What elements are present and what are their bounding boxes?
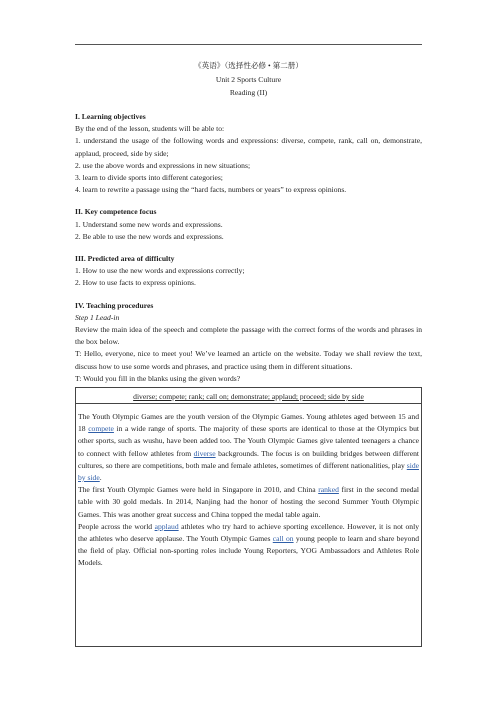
unit-title: Unit 2 Sports Culture	[215, 75, 282, 84]
answer-blank: diverse	[193, 448, 216, 458]
objective-item: 2. use the above words and expressions in new situations;	[75, 160, 251, 170]
exercise-passage	[78, 411, 419, 570]
header-rule	[75, 44, 422, 45]
lesson-title: Reading (II)	[229, 88, 268, 97]
answer-blank: call on	[272, 534, 294, 544]
objective-item: 4. learn to rewrite a passage using the “hard facts, numbers or years” to express opinions.	[75, 185, 347, 195]
objective-item: 3. learn to divide sports into different categories;	[75, 173, 223, 183]
answer-blank: compete	[88, 424, 114, 434]
competence-heading: II. Key competence focus	[75, 207, 157, 217]
book-title: 《英语》（选择性必修 • 第二册）	[194, 61, 303, 70]
answer-blank: side by side	[78, 460, 419, 483]
objectives-intro: By the end of the lesson, students will be able to:	[75, 124, 225, 134]
difficulty-heading: III. Predicted area of difficulty	[75, 254, 175, 264]
teacher-line: T: Hello, everyone, nice to meet you! We’ve learned an article on the website. Today we shall review the text, discuss how to use some words and phrases, and practice using them in different situations.	[75, 349, 422, 371]
word-bank: diverse; compete; rank; call on; demonstrate; applaud; proceed; side by side	[133, 392, 364, 401]
competence-item: 2. Be able to use the new words and expressions.	[75, 231, 224, 241]
procedures-heading: IV. Teaching procedures	[75, 300, 154, 310]
lesson-body	[75, 111, 422, 385]
objective-item: 1. understand the usage of the following words and expressions: diverse, compete, rank, call on, demonstrate, applaud, proceed, side by side;	[75, 136, 422, 158]
word-bank-divider	[76, 403, 421, 404]
objectives-heading: I. Learning objectives	[75, 112, 146, 121]
passage-paragraph: The Youth Olympic Games are the youth version of the Olympic Games. Young athletes aged between 15 and 18 compete in a wide range of sports. The majority of these sports are identical to those at the Olympics but other sports, such as wushu, have been added too. The Youth Olympic Games give talented teenagers a chance to connect with fellow athletes from diverse backgrounds. The focus is on building bridges between different cultures, so there are competitions, both male and female athletes, sometimes of different nationalities, play side by side.	[78, 412, 419, 483]
competence-item: 1. Understand some new words and expressions.	[75, 219, 223, 229]
step-instruction: Review the main idea of the speech and complete the passage with the correct forms of the words and phrases in the box below.	[75, 325, 422, 347]
passage-paragraph: The first Youth Olympic Games were held in Singapore in 2010, and China ranked first in the second medal table with 30 gold medals. In 2014, Nanjing had the honor of hosting the second Summer Youth Olympic Games. This was another great success and China topped the medal table again.	[78, 485, 419, 519]
exercise-box	[75, 387, 422, 647]
step-title: Step 1 Lead-in	[75, 312, 120, 322]
difficulty-item: 1. How to use the new words and expressions correctly;	[75, 266, 245, 276]
difficulty-item: 2. How to use facts to express opinions.	[75, 278, 196, 288]
answer-blank: ranked	[318, 485, 339, 495]
passage-paragraph: People across the world applaud athletes who try hard to achieve sporting excellence. However, it is not only the athletes who deserve applause. The Youth Olympic Games call on young people to learn and share beyond the field of play. Official non-sporting roles include Young Reporters, YOG Ambassadors and Athletes Role Models.	[78, 521, 420, 568]
teacher-line: T: Would you fill in the blanks using the given words?	[75, 373, 241, 383]
answer-blank: applaud	[154, 521, 179, 531]
